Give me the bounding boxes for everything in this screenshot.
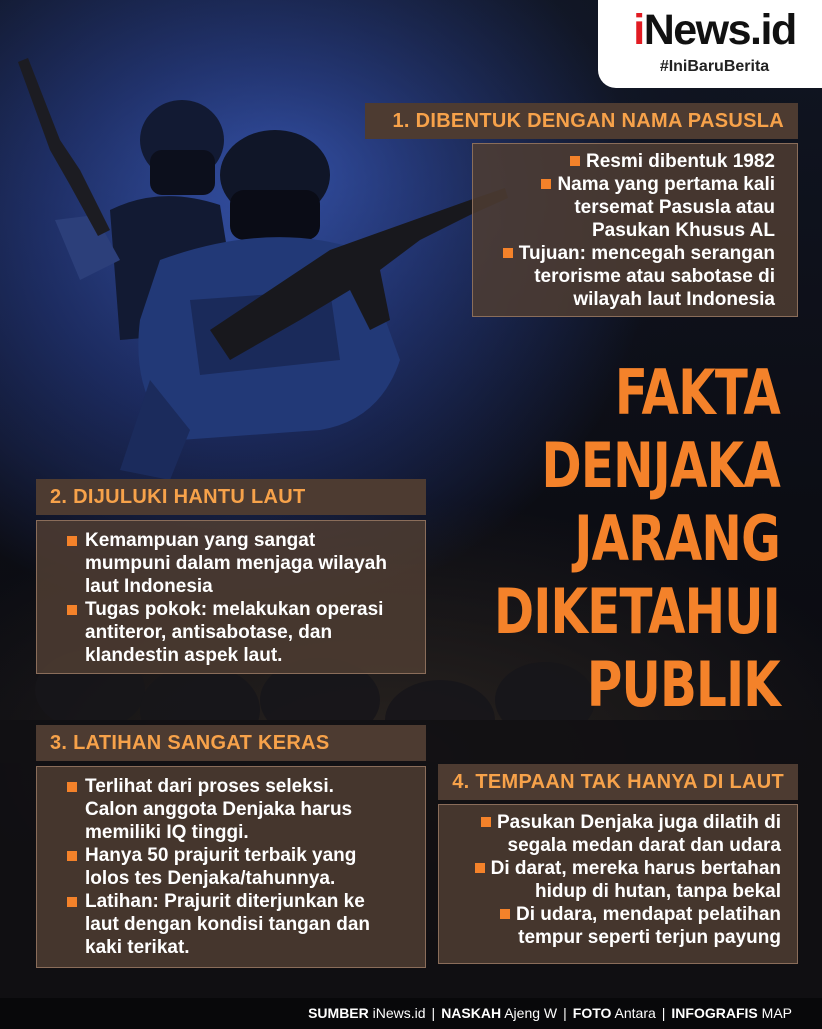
bullet-item: Nama yang pertama kali tersemat Pasusla atau Pasukan Khusus AL bbox=[483, 173, 775, 242]
bullet-item: Terlihat dari proses seleksi. Calon anggota Denjaka harus memiliki IQ tinggi. bbox=[67, 775, 419, 844]
title-line: FAKTA bbox=[614, 356, 780, 429]
bullet-square-icon bbox=[475, 863, 485, 873]
bullet-square-icon bbox=[67, 536, 77, 546]
section-3-heading: 3. LATIHAN SANGAT KERAS bbox=[36, 725, 426, 761]
bullet-item: Di udara, mendapat pelatihan tempur seperti terjun payung bbox=[445, 903, 781, 949]
bullet-square-icon bbox=[67, 782, 77, 792]
bullet-square-icon bbox=[500, 909, 510, 919]
title-line: DIKETAHUI bbox=[493, 575, 780, 648]
credits-line: SUMBER iNews.id | NASKAH Ajeng W | FOTO Antara | INFOGRAFIS MAP bbox=[308, 1005, 792, 1021]
section-3-box bbox=[36, 766, 426, 968]
bullet-item: Tujuan: mencegah serangan terorisme atau sabotase di wilayah laut Indonesia bbox=[483, 242, 775, 311]
section-2-heading: 2. DIJULUKI HANTU LAUT bbox=[36, 479, 426, 515]
title-line: JARANG bbox=[574, 502, 780, 575]
credits-footer bbox=[0, 998, 822, 1029]
bullet-square-icon bbox=[481, 817, 491, 827]
bullet-square-icon bbox=[67, 897, 77, 907]
bullet-square-icon bbox=[67, 605, 77, 615]
section-1-box bbox=[472, 143, 798, 317]
section-2-box bbox=[36, 520, 426, 674]
inews-logo: iNews.id bbox=[633, 6, 796, 54]
main-title bbox=[400, 356, 780, 721]
bullet-square-icon bbox=[570, 156, 580, 166]
bullet-item: Tugas pokok: melakukan operasi antiteror, antisabotase, dan klandestin aspek laut. bbox=[67, 598, 417, 667]
logo-tagline: #IniBaruBerita bbox=[659, 58, 770, 75]
bullet-square-icon bbox=[503, 248, 513, 258]
section-4-heading: 4. TEMPAAN TAK HANYA DI LAUT bbox=[438, 764, 798, 800]
bullet-item: Kemampuan yang sangat mumpuni dalam menjaga wilayah laut Indonesia bbox=[67, 529, 417, 598]
title-line: DENJAKA bbox=[541, 429, 780, 502]
section-1-heading: 1. DIBENTUK DENGAN NAMA PASUSLA bbox=[365, 103, 798, 139]
bullet-item: Latihan: Prajurit diterjunkan ke laut dengan kondisi tangan dan kaki terikat. bbox=[67, 890, 419, 959]
bullet-item: Pasukan Denjaka juga dilatih di segala medan darat dan udara bbox=[445, 811, 781, 857]
bullet-square-icon bbox=[67, 851, 77, 861]
bullet-item: Hanya 50 prajurit terbaik yang lolos tes Denjaka/tahunnya. bbox=[67, 844, 419, 890]
bullet-square-icon bbox=[541, 179, 551, 189]
title-line: PUBLIK bbox=[586, 648, 780, 721]
bullet-item: Resmi dibentuk 1982 bbox=[483, 150, 775, 173]
section-4-box bbox=[438, 804, 798, 964]
bullet-item: Di darat, mereka harus bertahan hidup di hutan, tanpa bekal bbox=[445, 857, 781, 903]
